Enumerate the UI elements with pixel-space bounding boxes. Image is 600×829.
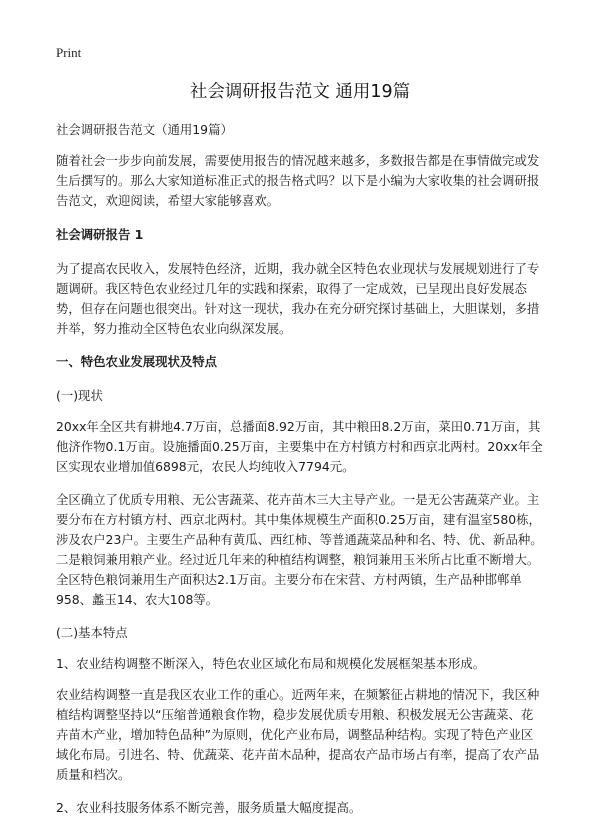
page-title: 社会调研报告范文 通用19篇 — [189, 82, 411, 102]
subsection-heading-features: (二)基本特点 — [56, 625, 128, 640]
feature-point-1: 1、农业结构调整不断深入，特色农业区域化布局和规模化发展框架基本形成。 — [56, 656, 486, 671]
feature-point-2: 2、农业科技服务体系不断完善，服务质量大幅度提高。 — [56, 800, 362, 815]
document-body — [56, 120, 544, 829]
report-intro-paragraph: 为了提高农民收入，发展特色经济，近期，我办就全区特色农业现状与发展规划进行了专题调研。我区特色农业经过几年的实践和探索，取得了一定成效，已呈现出良好发展态势，但存在问题也很突出。针对这一现状，我办在充分研究探讨基础上，大胆谋划，多措并举，努力推动全区特色农业向纵深发展。 — [56, 261, 540, 336]
subsection-heading-status: (一)现状 — [56, 388, 103, 403]
document-subtitle: 社会调研报告范文（通用19篇） — [56, 122, 233, 137]
report-heading: 社会调研报告 1 — [56, 227, 144, 242]
print-link[interactable]: Print — [56, 45, 82, 60]
industry-paragraph: 全区确立了优质专用粮、无公害蔬菜、花卉苗木三大主导产业。一是无公害蔬菜产业。主要分布在方村镇方村、西京北两村。其中集体规模生产面积0.25万亩，建有温室580栋，涉及农户23户。主要生产品种有黄瓜、西红柿、等普通蔬菜品种和名、特、优、新品种。二是粮饲兼用粮产业。经过近几年来的种植结构调整，粮饲兼用玉米所占比重不断增大。全区特色粮饲兼用生产面积达2.1万亩。主要分布在宋营、方村两镇，生产品种邯郸单958、蠡玉14、农大108等。 — [56, 492, 543, 607]
status-paragraph: 20xx年全区共有耕地4.7万亩，总播面8.92万亩，其中粮田8.2万亩，菜田0.71万亩，其他济作物0.1万亩。设施播面0.25万亩，主要集中在方村镇方村和西京北两村。20xx年全区实现农业增加值6898元，农民人均纯收入7794元。 — [56, 419, 543, 474]
feature-point-1-paragraph: 农业结构调整一直是我区农业工作的重心。近两年来，在频繁征占耕地的情况下，我区种植结构调整坚持以“压缩普通粮食作物，稳步发展优质专用粮、积极发展无公害蔬菜、花卉苗木产业，增加特色品种”为原则，优化产业布局，调整品种结构。实现了特色产业区域化布局。引进名、特、优蔬菜、花卉苗木品种，提高农产品市场占有率，提高了农产品质量和档次。 — [56, 687, 540, 782]
intro-paragraph: 随着社会一步步向前发展，需要使用报告的情况越来越多，多数报告都是在事情做完或发生后撰写的。那么大家知道标准正式的报告格式吗？以下是小编为大家收集的社会调研报告范文，欢迎阅读，希望大家能够喜欢。 — [56, 153, 540, 208]
section-heading: 一、特色农业发展现状及特点 — [56, 354, 218, 369]
